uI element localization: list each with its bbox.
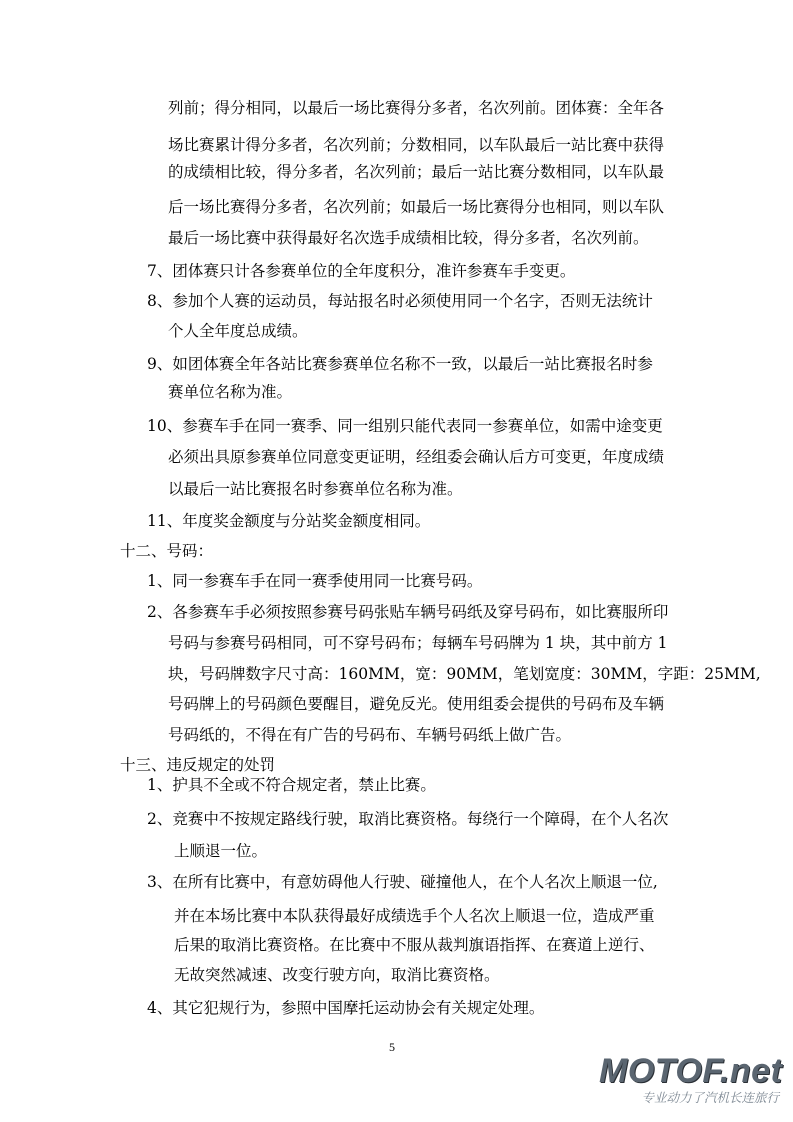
list-item: 2、竞赛中不按规定路线行驶，取消比赛资格。每绕行一个障碍，在个人名次 (147, 810, 669, 828)
list-item: 3、在所有比赛中，有意妨碍他人行驶、碰撞他人，在个人名次上顺退一位, (147, 873, 658, 891)
list-item: 2、各参赛车手必须按照参赛号码张贴车辆号码纸及穿号码布，如比赛服所印 (147, 603, 669, 621)
text-line: 个人全年度总成绩。 (168, 322, 308, 340)
section-heading: 十三、违反规定的处罚 (120, 756, 276, 774)
list-item: 10、参赛车手在同一赛季、同一组别只能代表同一参赛单位，如需中途变更 (147, 417, 663, 435)
text-line: 号码牌上的号码颜色要醒目，避免反光。使用组委会提供的号码布及车辆 (168, 695, 665, 713)
list-item: 1、护具不全或不符合规定者，禁止比赛。 (147, 776, 436, 794)
text-line: 后果的取消比赛资格。在比赛中不服从裁判旗语指挥、在赛道上逆行、 (174, 936, 655, 954)
watermark-tagline: 专业动力了汽机长连旅行 (641, 1090, 779, 1105)
text-line: 赛单位名称为准。 (168, 383, 293, 401)
text-line: 以最后一站比赛报名时参赛单位名称为准。 (168, 480, 463, 498)
text-line: 列前；得分相同，以最后一场比赛得分多者，名次列前。团体赛：全年各 (168, 99, 665, 117)
text-line: 必须出具原参赛单位同意变更证明，经组委会确认后方可变更，年度成绩 (168, 448, 665, 466)
text-line: 并在本场比赛中本队获得最好成绩选手个人名次上顺退一位，造成严重 (174, 907, 655, 925)
text-line: 后一场比赛得分多者，名次列前；如最后一场比赛得分也相同，则以车队 (168, 198, 665, 216)
list-item: 11、年度奖金额度与分站奖金额度相同。 (147, 512, 431, 530)
list-item: 8、参加个人赛的运动员，每站报名时必须使用同一个名字，否则无法统计 (147, 292, 653, 310)
text-line: 块，号码牌数字尺寸高：160MM，宽：90MM，笔划宽度：30MM，字距：25MM, (168, 665, 761, 683)
page-number: 5 (389, 1040, 395, 1054)
text-line: 的成绩相比较，得分多者，名次列前；最后一站比赛分数相同，以车队最 (168, 163, 665, 181)
text-line: 最后一场比赛中获得最好名次选手成绩相比较，得分多者，名次列前。 (168, 229, 649, 247)
list-item: 1、同一参赛车手在同一赛季使用同一比赛号码。 (147, 572, 483, 590)
text-line: 上顺退一位。 (174, 842, 268, 860)
watermark-logo: MOTOF.net (599, 1052, 783, 1090)
text-line: 无故突然减速、改变行驶方向，取消比赛资格。 (174, 966, 500, 984)
text-line: 号码纸的，不得在有广告的号码布、车辆号码纸上做广告。 (168, 726, 572, 744)
list-item: 7、团体赛只计各参赛单位的全年度积分，准许参赛车手变更。 (147, 262, 576, 280)
text-line: 场比赛累计得分多者，名次列前；分数相同，以车队最后一站比赛中获得 (168, 136, 665, 154)
list-item: 9、如团体赛全年各站比赛参赛单位名称不一致，以最后一站比赛报名时参 (147, 355, 653, 373)
list-item: 4、其它犯规行为，参照中国摩托运动协会有关规定处理。 (147, 999, 545, 1017)
watermark (599, 1052, 783, 1114)
text-line: 号码与参赛号码相同，可不穿号码布；每辆车号码牌为 1 块，其中前方 1 (168, 634, 668, 652)
section-heading: 十二、号码： (120, 542, 214, 560)
